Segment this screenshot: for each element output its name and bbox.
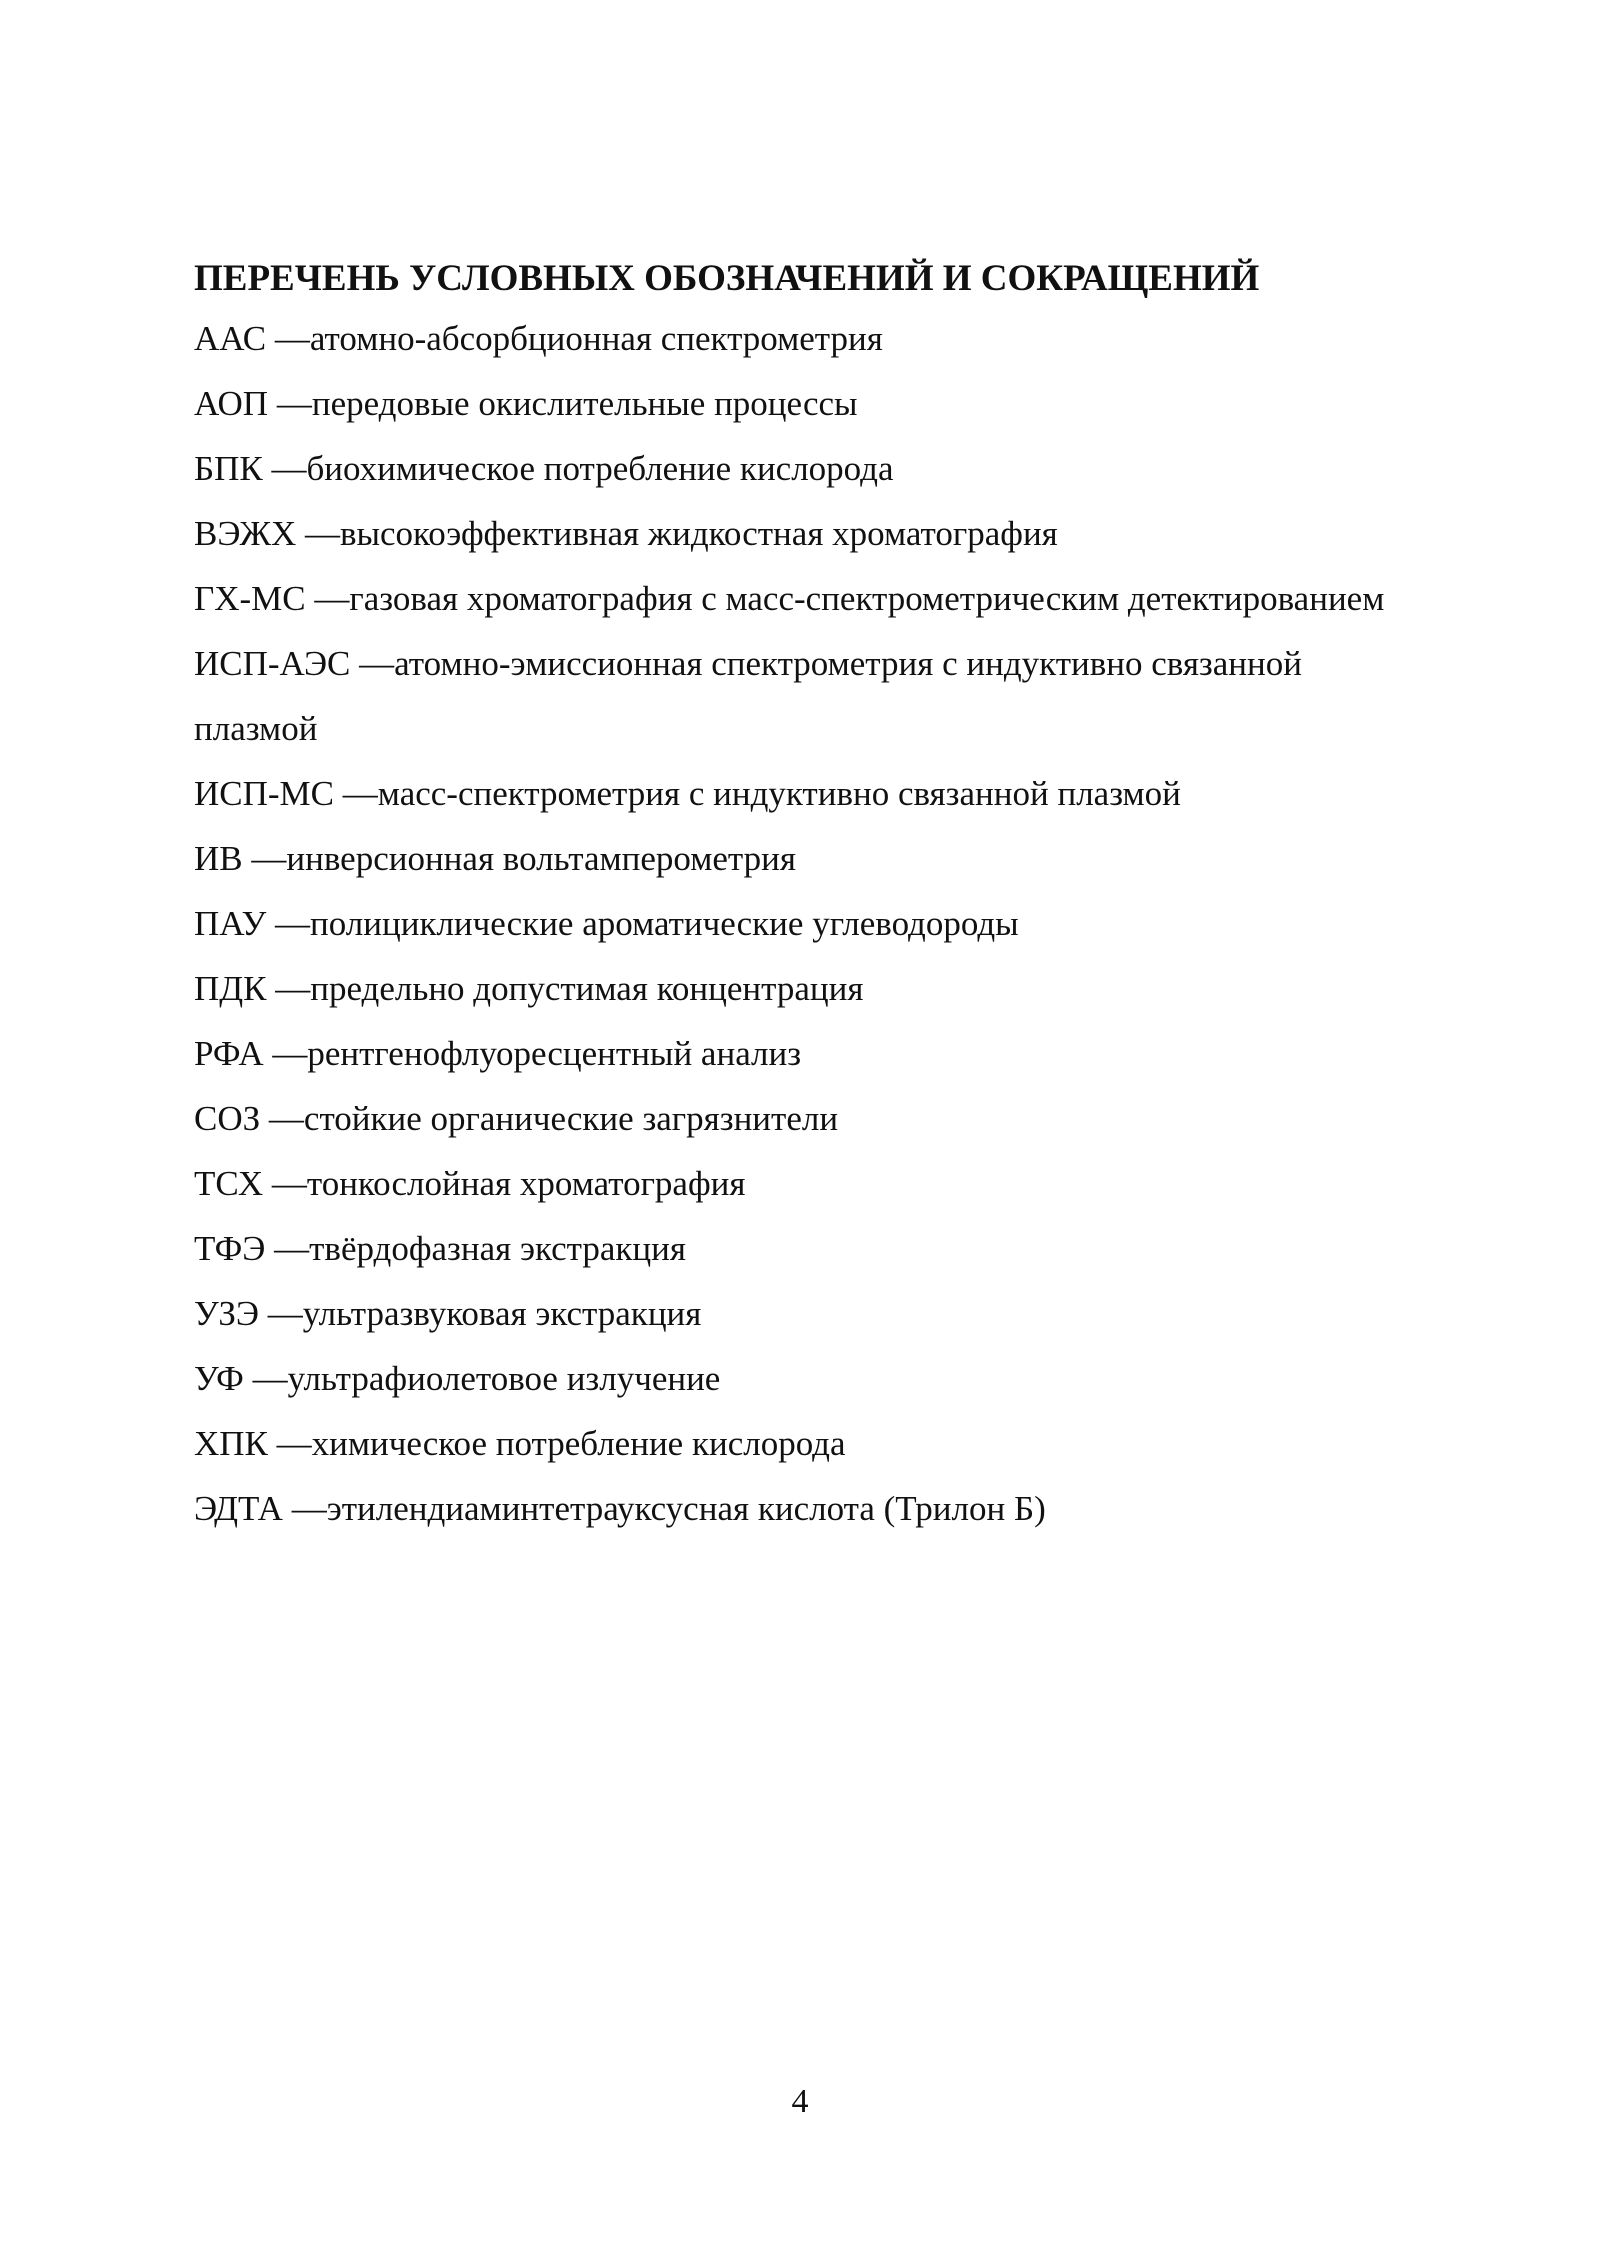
list-item [194, 1021, 1424, 1086]
section-heading: ПЕРЕЧЕНЬ УСЛОВНЫХ ОБОЗНАЧЕНИЙ И СОКРАЩЕНИЙ [194, 258, 1260, 299]
dash-separator [306, 579, 350, 618]
definition: биохимическое потребление кислорода [306, 449, 894, 488]
abbreviations-section [194, 252, 1424, 1541]
dash-separator [350, 644, 394, 683]
list-item [194, 371, 1424, 436]
dash-separator [263, 1164, 307, 1203]
definition: инверсионная вольтамперометрия [286, 839, 796, 878]
abbreviation: БПК [194, 449, 263, 488]
abbreviation: УЗЭ [194, 1294, 259, 1333]
dash-separator [243, 839, 287, 878]
list-item [194, 1086, 1424, 1151]
abbreviation: ААС [194, 319, 267, 358]
abbreviation: ТСХ [194, 1164, 264, 1203]
definition: химическое потребление кислорода [311, 1424, 846, 1463]
list-item [194, 1346, 1424, 1411]
abbreviation: РФА [194, 1034, 264, 1073]
list-item [194, 826, 1424, 891]
definition: передовые окислительные процессы [311, 384, 858, 423]
definition: тонкослойная хроматография [306, 1164, 746, 1203]
abbreviation: ПАУ [194, 904, 267, 943]
dash-separator [268, 384, 312, 423]
definition: стойкие органические загрязнители [303, 1099, 839, 1138]
list-item [194, 891, 1424, 956]
abbreviation: ИСП-МС [194, 774, 335, 813]
list-item [194, 1476, 1424, 1541]
abbreviation: УФ [194, 1359, 244, 1398]
definition: атомно-абсорбционная спектрометрия [309, 319, 883, 358]
dash-separator [244, 1359, 288, 1398]
definition: предельно допустимая концентрация [310, 969, 864, 1008]
list-item [194, 761, 1424, 826]
dash-separator [267, 969, 311, 1008]
dash-separator [264, 1034, 308, 1073]
abbreviation: ИСП-АЭС [194, 644, 351, 683]
definition: газовая хроматография с масс-спектрометрическим детектированием [349, 579, 1385, 618]
abbreviations-list [194, 306, 1424, 1541]
abbreviation: ТФЭ [194, 1229, 266, 1268]
list-item [194, 436, 1424, 501]
abbreviation: АОП [194, 384, 269, 423]
list-item [194, 306, 1424, 371]
dash-separator [260, 1099, 304, 1138]
list-item [194, 501, 1424, 566]
dash-separator [283, 1489, 327, 1528]
definition: высокоэффективная жидкостная хроматография [339, 514, 1058, 553]
dash-separator [296, 514, 340, 553]
abbreviation: СОЗ [194, 1099, 261, 1138]
dash-separator [259, 1294, 303, 1333]
definition: масс-спектрометрия с индуктивно связанной плазмой [377, 774, 1181, 813]
abbreviation: ВЭЖХ [194, 514, 297, 553]
list-item [194, 1151, 1424, 1216]
list-item [194, 1216, 1424, 1281]
definition: этилендиаминтетрауксусная кислота (Трилон Б) [326, 1489, 1046, 1528]
list-item [194, 631, 1424, 761]
definition: рентгенофлуоресцентный анализ [307, 1034, 802, 1073]
abbreviation: ГХ-МС [194, 579, 306, 618]
dash-separator [265, 1229, 309, 1268]
definition: полициклические ароматические углеводороды [310, 904, 1019, 943]
abbreviation: ЭДТА [194, 1489, 283, 1528]
dash-separator [268, 1424, 312, 1463]
dash-separator [266, 904, 310, 943]
dash-separator [334, 774, 378, 813]
abbreviation: ПДК [194, 969, 267, 1008]
definition: твёрдофазная экстракция [309, 1229, 686, 1268]
list-item [194, 956, 1424, 1021]
definition: атомно-эмиссионная спектрометрия с индуктивно связанной плазмой [194, 644, 1302, 748]
list-item [194, 1281, 1424, 1346]
definition: ультразвуковая экстракция [302, 1294, 702, 1333]
abbreviation: ХПК [194, 1424, 268, 1463]
page-number: 4 [791, 2083, 809, 2120]
dash-separator [266, 319, 310, 358]
abbreviation: ИВ [194, 839, 243, 878]
dash-separator [263, 449, 307, 488]
definition: ультрафиолетовое излучение [287, 1359, 721, 1398]
list-item [194, 566, 1424, 631]
list-item [194, 1411, 1424, 1476]
